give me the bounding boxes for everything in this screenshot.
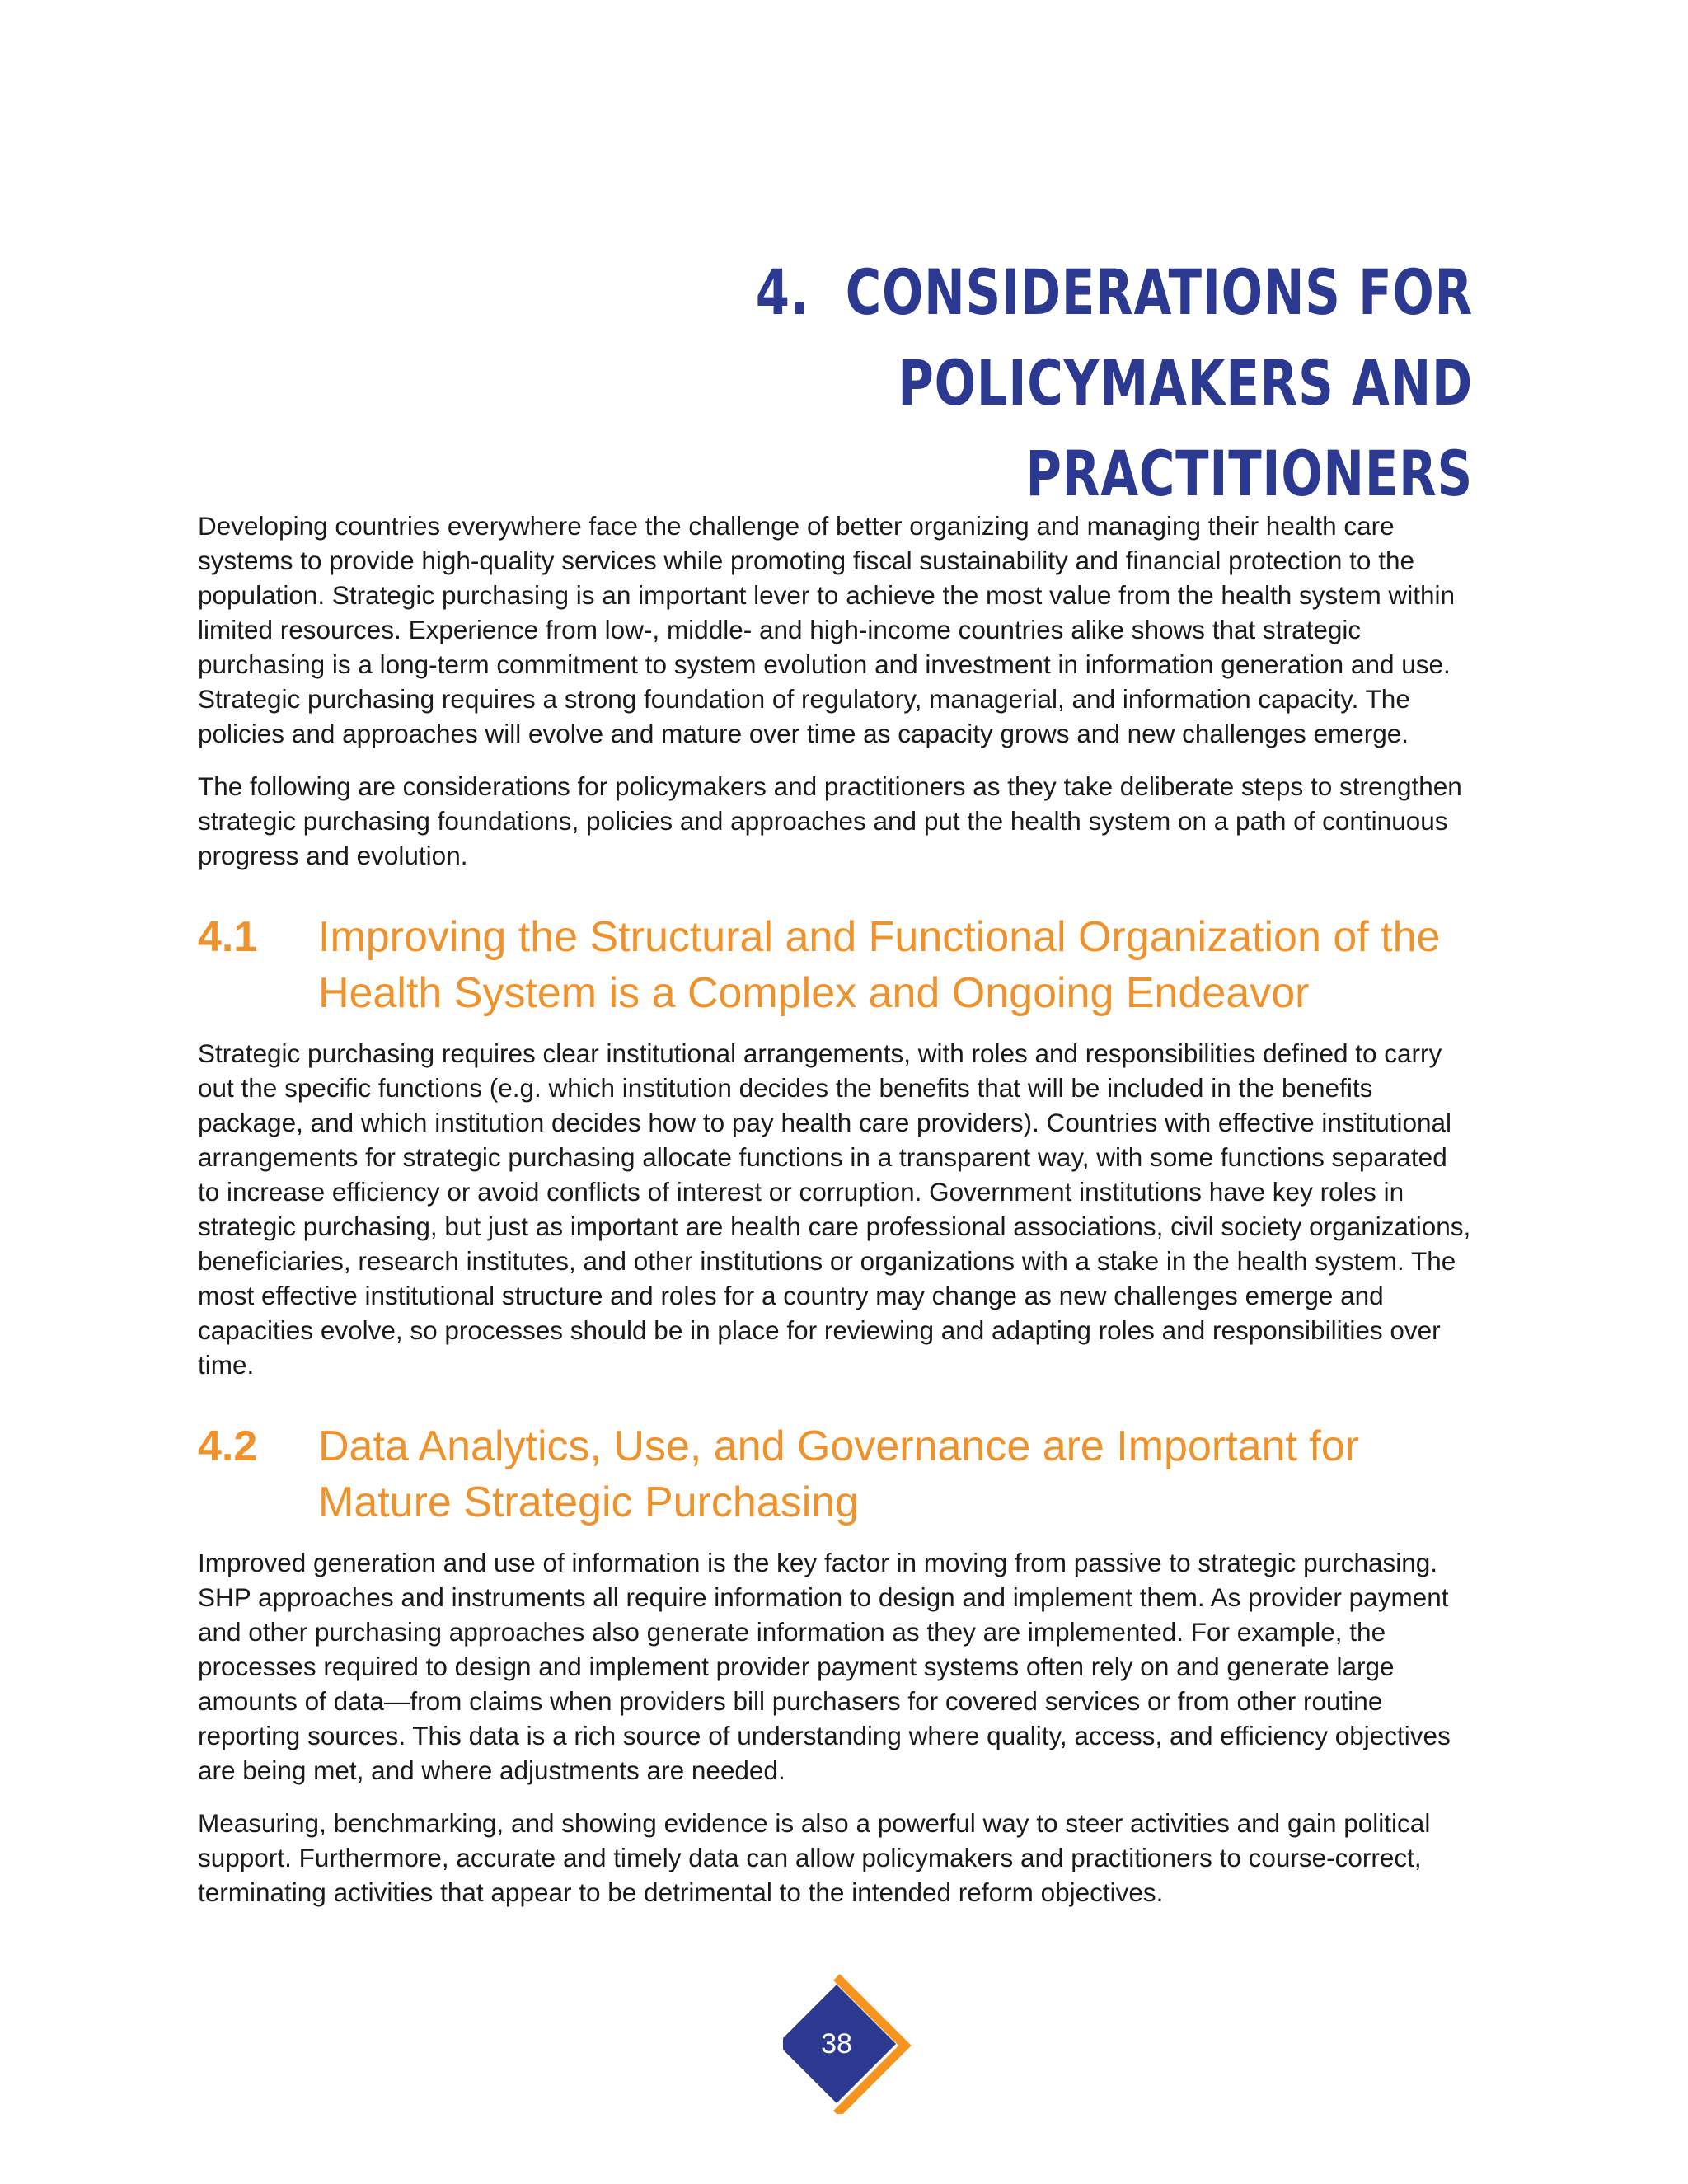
page-number-badge — [783, 1974, 915, 2114]
section-heading-4-1 — [198, 909, 1473, 1021]
page-number: 38 — [821, 2028, 852, 2060]
section-number: 4.1 — [198, 913, 258, 961]
section-title: Data Analytics, Use, and Governance are Important for Mature Strategic Purchasing — [318, 1422, 1360, 1526]
main-content — [198, 509, 1473, 1928]
section-title: Improving the Structural and Functional Organization of the Health System is a Complex and Ongoing Endeavor — [318, 913, 1441, 1017]
section-number: 4.2 — [198, 1422, 258, 1470]
chapter-title-line-2: PRACTITIONERS — [1025, 437, 1473, 510]
intro-paragraph-1: Developing countries everywhere face the challenge of better organizing and managing their health care systems to provide high-quality services while promoting fiscal sustainability and financial protection to the population. Strategic purchasing is an important lever to achieve the most value from the health system within limited resources. Experience from low-, middle- and high-income countries alike shows that strategic purchasing is a long-term commitment to system evolution and investment in information generation and use. Strategic purchasing requires a strong foundation of regulatory, managerial, and information capacity. The policies and approaches will evolve and mature over time as capacity grows and new challenges emerge. — [198, 511, 1456, 748]
section-heading-4-2 — [198, 1418, 1473, 1530]
chapter-title-line-1 — [671, 247, 1473, 429]
section-4-2-paragraph-2: Measuring, benchmarking, and showing evidence is also a powerful way to steer activities and gain political support. Furthermore, accurate and timely data can allow policymakers and practitioners to course-correct, terminating activities that appear to be detrimental to the intended reform objectives. — [198, 1808, 1431, 1907]
chapter-number: 4. — [755, 255, 810, 329]
section-4-2-paragraph-1: Improved generation and use of information is the key factor in moving from passive to strategic purchasing. SHP approaches and instruments all require information to design and implement them. As provider payment and other purchasing approaches also generate information as they are implemented. For example, the processes required to design and implement provider payment systems often rely on and generate large amounts of data—from claims when providers bill purchasers for covered services or from other routine reporting sources. This data is a rich source of understanding where quality, access, and efficiency objectives are being met, and where adjustments are needed. — [198, 1548, 1451, 1785]
chapter-title-text-1: CONSIDERATIONS FOR POLICYMAKERS AND — [845, 255, 1473, 419]
section-4-1-paragraph-1: Strategic purchasing requires clear institutional arrangements, with roles and responsibilities defined to carry out the specific functions (e.g. which institution decides the benefits that will be included in the benefits package, and which institution decides how to pay health care providers). Countries with effective institutional arrangements for strategic purchasing allocate functions in a transparent way, with some functions separated to increase efficiency or avoid conflicts of interest or corruption. Government institutions have key roles in strategic purchasing, but just as important are health care professional associations, civil society organizations, beneficiaries, research institutes, and other institutions or organizations with a stake in the health system. The most effective institutional structure and roles for a country may change as new challenges emerge and capacities evolve, so processes should be in place for reviewing and adapting roles and responsibilities over time. — [198, 1038, 1471, 1380]
intro-paragraph-2: The following are considerations for policymakers and practitioners as they take deliberate steps to strengthen strategic purchasing foundations, policies and approaches and put the health system on a path of continuous progress and evolution. — [198, 771, 1462, 870]
chapter-title — [671, 247, 1473, 519]
